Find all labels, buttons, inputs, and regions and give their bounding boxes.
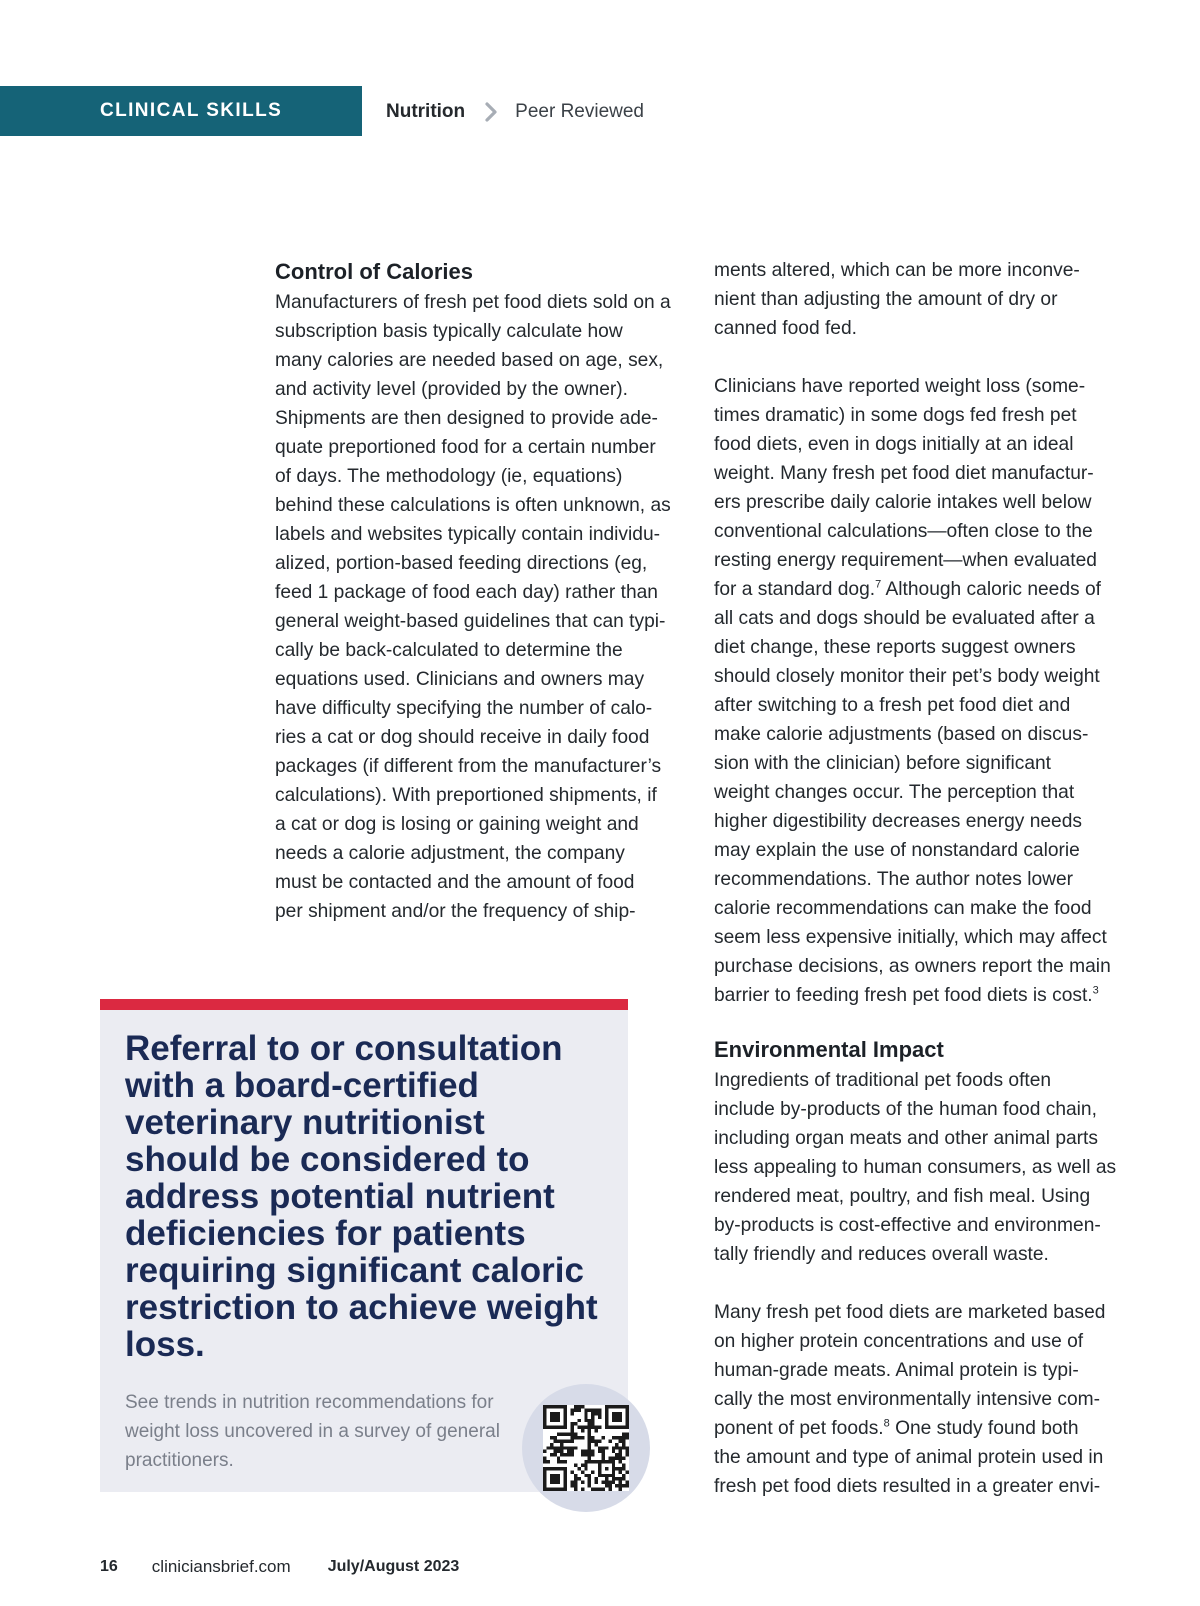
- right-column: [714, 256, 1126, 1501]
- website-link[interactable]: cliniciansbrief.com: [151, 1557, 291, 1576]
- weight-loss-paragraph: [714, 372, 1126, 1010]
- protein-text-1: Many fresh pet food diets are marketed based on higher protein concentrations and use of human-grade meats. Animal protein is typi- cally the most environmentally intensive com- ponent of pet foods.: [714, 1302, 1106, 1439]
- weight-loss-text-2: Although caloric needs of all cats and dogs should be evaluated after a diet change, these reports suggest owners should closely monitor their pet’s body weight after switching to a fresh pet food diet and make calorie adjustments (based on discus- sion with the clinician) before significant weight changes occur. The perception that higher digestibility decreases energy needs may explain the use of nonstandard calorie recommendations. The author notes lower calorie recommendations can make the food seem less expensive initially, which may affect purchase decisions, as owners report the main barrier to feeding fresh pet food diets is cost.: [714, 579, 1111, 1006]
- chevron-right-icon: [483, 101, 499, 123]
- pull-quote-text: Referral to or consultation with a board-certified veterinary nutritionist should be considered to address potential nutrient deficiencies for patients requiring significant caloric restriction to achieve weight loss.: [125, 1029, 598, 1364]
- breadcrumb-category: Nutrition: [386, 101, 466, 122]
- protein-paragraph: [714, 1298, 1126, 1501]
- weight-loss-text-1: Clinicians have reported weight loss (some- times dramatic) in some dogs fed fresh pet food diets, even in dogs initially at an ideal weight. Many fresh pet food diet manufactur- ers prescribe daily calorie intakes well below conventional calculations—often close to the resting energy requirement—when evaluated for a standard dog.: [714, 376, 1097, 600]
- protein-text-2: One study found both the amount and type of animal protein used in fresh pet food diets resulted in a greater envi-: [714, 1418, 1104, 1497]
- section-banner: [0, 86, 362, 136]
- issue-date: July/August 2023: [327, 1558, 460, 1575]
- qr-code-icon[interactable]: [543, 1405, 629, 1491]
- page-footer: [100, 1554, 459, 1580]
- environmental-impact-paragraph: Ingredients of traditional pet foods often include by-products of the human food chain, including organ meats and other animal parts less appealing to human consumers, as well as rendered meat, poultry, and fish meal. Using by-products is cost-effective and environmen- tally friendly and reduces overall waste.: [714, 1070, 1117, 1265]
- survey-note: See trends in nutrition recommendations for weight loss uncovered in a survey of general practitioners.: [125, 1392, 500, 1471]
- control-of-calories-heading: Control of Calories: [275, 259, 474, 284]
- left-column: [275, 256, 683, 926]
- section-label: CLINICAL SKILLS: [100, 100, 283, 121]
- reference-3: 3: [1092, 984, 1099, 997]
- breadcrumb: [386, 98, 644, 126]
- page-number: 16: [100, 1558, 118, 1575]
- continuation-paragraph: ments altered, which can be more inconve- nient than adjusting the amount of dry or canned food fed.: [714, 260, 1080, 339]
- environmental-impact-heading: Environmental Impact: [714, 1037, 944, 1062]
- breadcrumb-article-type: Peer Reviewed: [515, 101, 644, 122]
- control-of-calories-paragraph: Manufacturers of fresh pet food diets sold on a subscription basis typically calculate how many calories are needed based on age, sex, and activity level (provided by the owner). Shipments are then designed to provide ade- quate preportioned food for a certain number of days. The methodology (ie, equations) behind these calculations is often unknown, as labels and websites typically contain individu- alized, portion-based feeding directions (eg, feed 1 package of food each day) rather than general weight-based guidelines that can typi- cally be back-calculated to determine the equations used. Clinicians and owners may have difficulty specifying the number of calo- ries a cat or dog should receive in daily food packages (if different from the manufacturer’s calculations). With preportioned shipments, if a cat or dog is losing or gaining weight and needs a calorie adjustment, the company must be contacted and the amount of food per shipment and/or the frequency of ship-: [275, 292, 671, 922]
- reference-8: 8: [883, 1417, 890, 1430]
- reference-7: 7: [875, 578, 882, 591]
- callout-accent-bar: [100, 999, 628, 1010]
